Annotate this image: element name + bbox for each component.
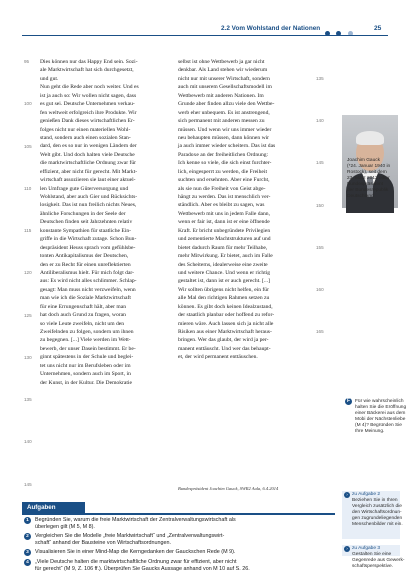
line-number: 160 <box>316 287 324 293</box>
text-line: manent enttäuscht. Und wer das behaupt- <box>178 345 271 352</box>
text-line: die marktwirtschaftliche Ordnung zwar für <box>40 160 136 167</box>
text-line: alle Mal den richtigen Rahmen setzen zu <box>178 295 270 302</box>
caption-line: (*24. Januar 1940 in <box>347 164 391 169</box>
text-line: Grunde aber finden allzu viele den Wettbe- <box>178 101 275 108</box>
line-number: 135 <box>316 75 324 81</box>
text-line: ginnt spätestens in der Schule und beglei- <box>40 354 134 361</box>
line-number: 165 <box>316 329 324 335</box>
text-line: neu behaupten müssen, dann können wir <box>178 134 270 141</box>
text-line: ja auch immer wieder scheitern. Das ist das <box>178 143 276 150</box>
footnote-line: einer Bäckerei aus dem <box>355 411 406 416</box>
task-number-badge: 2 <box>24 533 31 540</box>
text-line: wenn er fair ist, dann ist er eine öffnende <box>178 219 270 226</box>
task-text-line: Visualisieren Sie in einer Mind-Map die Kerngedanken der Gauckschen Rede (M 9). <box>35 549 236 556</box>
task-number-badge: 3 <box>24 549 31 556</box>
tip-task-3-text <box>352 546 405 570</box>
body-text-column-2 <box>178 58 305 362</box>
task-text-line: schaft“ anhand der Bausteine von Wirtschaftsordnungen. <box>35 540 172 547</box>
task-text-line: für gerecht“ (M 9, Z. 106 ff.). Überprüfen Sie Gaucks Aussage anhand von M 10 auf S. 26. <box>35 565 250 572</box>
text-line: des Scheiterns, idealerweise eine zweite <box>178 261 268 268</box>
text-line: Nun geht die Rede aber noch weiter. Und es <box>40 84 139 91</box>
footnote-text <box>355 399 406 435</box>
task-text-line: „Viele Deutsche halten die marktwirtschaftliche Ordnung zwar für effizient, aber nicht <box>35 558 237 565</box>
text-line: konstante Sympathien für staatliche Ein- <box>40 227 132 234</box>
photo-caption <box>347 158 401 200</box>
task-text-line: überlegen gilt (M 5, M 8). <box>35 523 95 530</box>
line-number: 120 <box>24 270 32 276</box>
text-line: für eine Errungenschaft hält, aber man <box>40 303 127 310</box>
line-number: 100 <box>24 101 32 107</box>
text-line: Antiliberalismus hielt. Für mich folgt dar- <box>40 269 135 276</box>
text-line: Zweifelnden zu folgen, sondern um ihnen <box>40 329 134 335</box>
text-line: losigkeit. Das ist nun freilich nichts Neues, <box>40 202 137 209</box>
text-line: tet uns nicht nur im Berufsleben oder im <box>40 362 131 369</box>
chapter-progress-dots <box>325 25 355 43</box>
tasks-heading: Aufgaben <box>22 502 85 514</box>
text-line: zu begegnen. [...] Viele werden im Wett- <box>40 337 131 344</box>
text-line: werb eher unbequem. Es ist anstrengend, <box>178 109 270 116</box>
text-line: auch mit unserem Gesellschaftsmodell im <box>178 84 272 91</box>
text-line: Dies können nur das Happy End sein. Sozi- <box>40 59 138 65</box>
text-line: Unternehmen, sondern auch im Sport, in <box>40 371 131 378</box>
source-citation: Bundespräsident Joachim Gauck, SWR2 Aula, 6.4.2014 <box>178 486 279 491</box>
line-number: 155 <box>316 244 324 250</box>
footnote-marker-icon: F <box>346 398 351 404</box>
text-line: und zementierte Machtstrukturen auf und <box>178 236 271 243</box>
task-list <box>22 517 335 573</box>
tip-task-2-text <box>352 492 403 528</box>
text-line: Wettbewerb mit anderen Nationen. Im <box>178 92 264 99</box>
text-line: Risiken aus einer Marktwirtschaft heraus- <box>178 329 272 335</box>
line-number: 110 <box>24 185 32 191</box>
text-line: folges nicht nur einen materiellen Wohl- <box>40 126 131 133</box>
tip-heading: zu Aufgabe 3 <box>352 546 381 551</box>
text-line: ähnliche Forschungen in der Seele der <box>40 210 126 217</box>
line-number: 140 <box>316 118 324 124</box>
caption-line: 23. März 2012 elfter <box>347 176 390 181</box>
tip-box-task-2 <box>342 491 403 539</box>
caption-line: Joachim Gauck <box>347 158 381 163</box>
tasks-divider <box>22 513 335 515</box>
tip-line: den Wirtschaftsordnun- <box>352 510 402 515</box>
arrow-right-icon: › <box>344 546 350 552</box>
text-line: ale Marktwirtschaft hat sich durchgesetzt, <box>40 67 134 74</box>
line-number: 95 <box>24 59 30 64</box>
task-number-badge: 1 <box>24 517 31 524</box>
text-line: Wettbewerb mit uns in jedem Falle dann, <box>178 210 270 217</box>
text-line: fen weltweit erfolgreich ihre Produkte. Wir <box>40 109 137 116</box>
text-line: der Kunst, in der Kultur. Die Demokratie <box>40 379 132 386</box>
tip-line: gen zugrundeliegenden <box>352 516 403 521</box>
text-line: Welt gibt. Und doch halten viele Deutsche <box>40 151 135 158</box>
text-line: Paradoxe an der freiheitlichen Ordnung: <box>178 151 269 158</box>
line-number: 145 <box>24 481 32 487</box>
task-item <box>22 559 335 573</box>
text-line: aus: Es wird nicht alles schlimmer. Schlap- <box>40 278 137 285</box>
caption-line: Deutschland <box>347 194 374 199</box>
header-divider <box>22 35 388 36</box>
tip-line: Gestalten Sie eine <box>352 552 392 557</box>
task-item <box>22 533 335 547</box>
text-line: suchten und ersehnten. Aber eine Furcht, <box>178 177 270 184</box>
text-line: es gut sei. Deutsche Unternehmen verkau- <box>40 101 135 108</box>
caption-line: der Bundesrepublik <box>347 188 389 193</box>
footnote-line: Für wie wahrscheinlich <box>355 399 404 404</box>
text-line: den er zu Recht für einen unreflektierten <box>40 261 131 268</box>
text-line: denkbar. Als Land stehen wir wiederum <box>178 67 268 74</box>
footnote-line: (M 4)? Begründen Sie <box>355 423 402 428</box>
task-number-badge: 4 <box>24 559 31 566</box>
footnote-line: halten Sie die Eröffnung <box>355 405 406 410</box>
tip-heading: zu Aufgabe 2 <box>352 492 381 497</box>
text-line: als sie nun die Freiheit von Geist abge- <box>178 185 266 192</box>
text-line: mieren wäre. Auch lassen sich ja nicht alle <box>178 320 274 327</box>
tip-line: schaftsperspektive. <box>352 564 394 569</box>
text-line: können. Es gibt doch keinen Idealzustand, <box>178 303 273 310</box>
text-line: man wie ich die Soziale Marktwirtschaft <box>40 295 131 302</box>
text-line: Ich kenne so viele, die sich einst furchter- <box>178 160 272 167</box>
text-line: Wir sollten übrigens nicht helfen, ein für <box>178 286 269 293</box>
chapter-title: 2.2 Vom Wohlstand der Nationen <box>221 25 321 32</box>
text-line: bewerb, der unser Dasein bestimmt. Er be- <box>40 345 136 352</box>
text-line: ständlich. Aber es bleibt zu sagen, was <box>178 202 265 209</box>
arrow-right-icon: › <box>344 492 350 498</box>
text-line: genießen Dank dieses wirtschaftlichen Er- <box>40 118 135 125</box>
task-item <box>22 549 335 556</box>
text-line: bringen. Wer das glaubt, der wird ja per- <box>178 337 269 344</box>
line-number: 125 <box>24 312 32 318</box>
line-number: 115 <box>24 228 32 233</box>
tip-line: Vergleich zusätzlich die <box>352 504 402 509</box>
task-text-line: Vergleichen Sie die Modelle „freie Marktwirtschaft“ und „Zentralverwaltungswirt- <box>35 532 225 539</box>
task-text-line: Begründen Sie, warum die freie Marktwirtschaft der Zentralverwaltungswirtschaft als <box>35 516 236 523</box>
text-line: wirtschaft assoziieren sie laut einer aktuel- <box>40 177 136 184</box>
page-header <box>0 0 400 36</box>
text-line: gestaltet ist, dann ist er auch gerecht. [...] <box>178 278 270 285</box>
text-line: Deutschen finden seit Jahrzehnten relativ <box>40 219 133 226</box>
text-line: sich permanent mit anderen messen zu <box>178 118 265 125</box>
text-line: und gut. <box>40 75 59 82</box>
text-line: gesagt: Man muss nicht verzweifeln, wenn <box>40 286 136 293</box>
text-line: selbst ist ohne Wettbewerb ja gar nicht <box>178 59 265 65</box>
caption-line: Rostock), seit dem <box>347 170 387 175</box>
tasks-section <box>22 502 335 573</box>
text-line: lich, eingesperrt zu werden, die Freiheit <box>178 168 268 175</box>
text-line: len Umfrage gute Güterversorgung und <box>40 185 129 192</box>
line-number: 105 <box>24 143 32 149</box>
line-number: 140 <box>24 439 32 445</box>
text-line: dard, den es so nur in wenigen Ländern der <box>40 143 137 150</box>
text-line: stand, sondern auch einen sozialen Stan- <box>40 134 131 141</box>
footnote-line: Ihre Meinung. <box>355 429 385 434</box>
caption-line: Bundespräsident <box>347 182 384 187</box>
text-line: und weitere Chance. Und wenn er richtig <box>178 269 271 276</box>
text-line: hat doch auch Grund zu fragen, woran <box>40 312 126 319</box>
body-text-column-1 <box>40 58 167 387</box>
line-number: 135 <box>24 397 32 402</box>
text-line: Wohlstand, aber auch Gier und Rücksichts- <box>40 194 138 200</box>
line-number: 150 <box>316 202 324 208</box>
line-number: 130 <box>24 354 32 360</box>
text-line: nicht nur mit unserer Wirtschaft, sondern <box>178 75 270 82</box>
task-item <box>22 517 335 531</box>
tip-box-task-3 <box>342 545 405 569</box>
tip-line: Menschenbilder mit ein. <box>352 522 403 527</box>
text-line: Kraft. Er bricht unbegründete Privilegien <box>178 227 271 234</box>
text-line: et, der wird permanent enttäuschen. <box>178 354 258 361</box>
line-number: 145 <box>316 160 324 166</box>
text-line: despräsident Heuss sprach vom gefühlsbe- <box>40 244 136 251</box>
text-line: mehr Mitwirkung. Er bietet, auch im Falle <box>178 253 273 260</box>
footnote-line: Mobi der Nächstenliebe <box>355 417 406 422</box>
page-number: 25 <box>374 25 382 32</box>
text-line: ist ja auch so: Wir wollen nicht sagen, dass <box>40 92 137 99</box>
text-line: der staatlich planbar oder hoffend zu refor- <box>178 312 275 319</box>
tip-line: Gegenrede aus Gewerk- <box>352 558 405 563</box>
text-line: bietet dadurch Raum für mehr Teilhabe, <box>178 244 268 251</box>
text-line: so viele Leute zweifeln, nicht um den <box>40 320 125 327</box>
text-line: effizient, aber nicht für gerecht. Mit Markt- <box>40 168 138 175</box>
text-line: tonten Antikapitalismus der Deutschen, <box>40 253 129 260</box>
text-line: griffe in die Wirtschaft zutage. Schon Bun- <box>40 236 137 243</box>
text-line: müssen. Und wenn wir uns immer wieder <box>178 126 272 133</box>
text-line: hängt zu werden. Das ist menschlich ver- <box>178 194 271 200</box>
tip-line: Beziehen Sie in Ihren <box>352 498 398 503</box>
